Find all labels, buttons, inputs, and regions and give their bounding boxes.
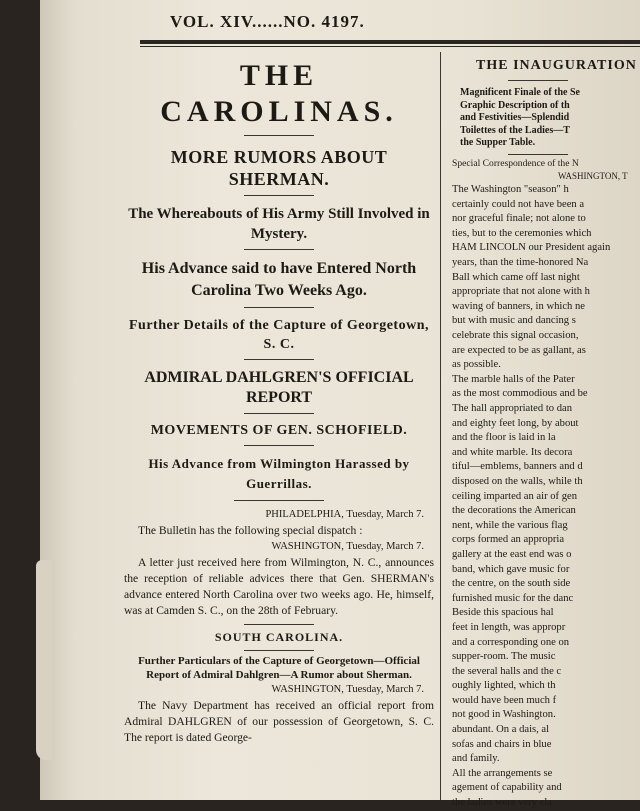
- body-line: the centre, on the south side: [452, 578, 571, 590]
- paragraph-wilmington-letter: A letter just received here from Wilmington, N. C., announces the reception of reliable advices there that Gen. SHERMAN's advance entered North Carolina over two weeks ago. He, himself, was at Camden S. C., on the 28th of February.: [124, 556, 434, 617]
- body-line: waving of banners, in which ne: [452, 300, 585, 312]
- body-line: nent, while the various flag: [452, 519, 568, 531]
- body-line: would have been much f: [452, 694, 557, 706]
- body-line: and family.: [452, 753, 500, 765]
- body-line: the several halls and the c: [452, 665, 562, 677]
- inauguration-deck: [460, 87, 640, 150]
- volume-number: VOL. XIV......NO. 4197.: [170, 12, 365, 31]
- body-line: Beside this spacious hal: [452, 607, 554, 619]
- masthead-rule-thick: [140, 40, 640, 44]
- deck-line: the Supper Table.: [460, 137, 536, 148]
- deck-line: Graphic Description of th: [460, 99, 570, 111]
- body-line: ties, but to the ceremonies which: [452, 227, 592, 239]
- body-line: the ladies were very ela: [452, 797, 552, 809]
- body-line: years, than the time-honored Na: [452, 257, 589, 269]
- body-line: disposed on the walls, while th: [452, 475, 583, 487]
- deck-divider: [244, 445, 314, 446]
- deck-divider: [244, 413, 314, 414]
- deck-whereabouts: The Whereabouts of His Army Still Involved in Mystery.: [128, 206, 430, 242]
- deck-line: and Festivities—Splendid: [460, 112, 570, 123]
- column-rule: [440, 52, 441, 800]
- deck-advance: His Advance said to have Entered North Carolina Two Weeks Ago.: [141, 260, 417, 299]
- body-line: gallery at the east end was o: [452, 548, 572, 560]
- body-line: and white marble. Its decora: [452, 446, 573, 458]
- body-line: appropriate that not alone with h: [452, 286, 590, 298]
- body-line: abundant. On a dais, al: [452, 724, 550, 736]
- right-column: [448, 52, 640, 811]
- deck-dahlgren-report: ADMIRAL DAHLGREN'S OFFICIAL REPORT: [144, 369, 414, 406]
- body-line: ceiling imparted an air of gen: [452, 490, 578, 502]
- inauguration-headline: THE INAUGURATION: [476, 58, 637, 73]
- deck-divider: [244, 359, 314, 360]
- body-line: nor graceful finale; not alone to: [452, 213, 586, 225]
- left-column: [120, 52, 438, 746]
- section-divider: [244, 624, 314, 625]
- body-line: tiful—emblems, banners and d: [452, 461, 583, 473]
- body-line: feet in length, was appropr: [452, 621, 566, 633]
- dateline-washington-2: WASHINGTON, Tuesday, March 7.: [271, 684, 424, 695]
- body-line: supper-room. The music: [452, 651, 556, 663]
- inauguration-divider: [508, 80, 568, 81]
- deck-sherman-rumors: MORE RUMORS ABOUT SHERMAN.: [170, 147, 388, 189]
- body-line: oughly lighted, which th: [452, 680, 556, 692]
- section-divider: [244, 650, 314, 651]
- deck-line: Toilettes of the Ladies—T: [460, 124, 570, 136]
- body-line: certainly could not have been a: [452, 198, 585, 210]
- inauguration-divider: [508, 154, 568, 155]
- deck-guerrillas: His Advance from Wilmington Harassed by Guerrillas.: [148, 456, 410, 491]
- deck-divider: [244, 307, 314, 308]
- paragraph-bulletin: The Bulletin has the following special dispatch :: [138, 524, 363, 537]
- body-line: The marble halls of the Pater: [452, 373, 575, 385]
- masthead-rule-thin: [140, 46, 640, 47]
- dateline-washington: WASHINGTON, Tuesday, March 7.: [271, 541, 424, 552]
- body-line: the decorations the American: [452, 505, 576, 517]
- body-line: as the most commodious and be: [452, 388, 588, 400]
- paragraph-navy-department: The Navy Department has received an official report from Admiral DAHLGREN of our possession of Georgetown, S. C. The report is dated George-: [124, 699, 434, 744]
- body-line: sofas and chairs in blue: [452, 738, 552, 750]
- body-line: not good in Washington.: [452, 709, 556, 721]
- body-line: are expected to be as gallant, as: [452, 344, 586, 356]
- body-line: band, which gave music for: [452, 563, 570, 575]
- article-divider: [234, 500, 324, 501]
- body-line: and a corresponding one on: [452, 636, 570, 648]
- body-line: The Washington "season" h: [452, 184, 569, 196]
- deck-divider: [244, 195, 314, 196]
- body-line: The hall appropriated to dan: [452, 403, 573, 414]
- section-heading: SOUTH CAROLINA.: [214, 630, 344, 644]
- body-line: but with music and dancing s: [452, 315, 576, 327]
- dateline-philadelphia: PHILADELPHIA, Tuesday, March 7.: [265, 509, 424, 520]
- deck-divider: [244, 249, 314, 250]
- correspondence-byline: Special Correspondence of the N: [452, 157, 579, 169]
- body-line: as possible.: [452, 359, 501, 371]
- body-line: celebrate this signal occasion,: [452, 330, 579, 342]
- deck-line: Magnificent Finale of the Se: [460, 87, 580, 98]
- deck-georgetown: Further Details of the Capture of Georgetown, S. C.: [129, 318, 429, 352]
- inauguration-dateline: WASHINGTON, T: [558, 171, 628, 182]
- inauguration-body: [452, 183, 640, 811]
- body-line: corps formed an appropria: [452, 534, 565, 546]
- body-line: agement of capability and: [452, 782, 562, 794]
- body-line: furnished music for the danc: [452, 592, 574, 604]
- deck-schofield: MOVEMENTS OF GEN. SCHOFIELD.: [150, 423, 408, 438]
- subdeck-georgetown: Further Particulars of the Capture of Georgetown—Official Report of Admiral Dahlgren—A Rumor about Sherman.: [138, 655, 420, 681]
- body-line: and eighty feet long, by about: [452, 417, 579, 429]
- body-line: All the arrangements se: [452, 767, 553, 779]
- headline-divider: [244, 135, 314, 136]
- masthead: [130, 10, 640, 38]
- headline: THE CAROLINAS.: [160, 59, 398, 128]
- body-line: Ball which came off last night: [452, 271, 580, 283]
- body-line: and the floor is laid in la: [452, 432, 556, 444]
- body-line: HAM LINCOLN our President again: [452, 242, 611, 254]
- torn-page-edge: [36, 560, 52, 760]
